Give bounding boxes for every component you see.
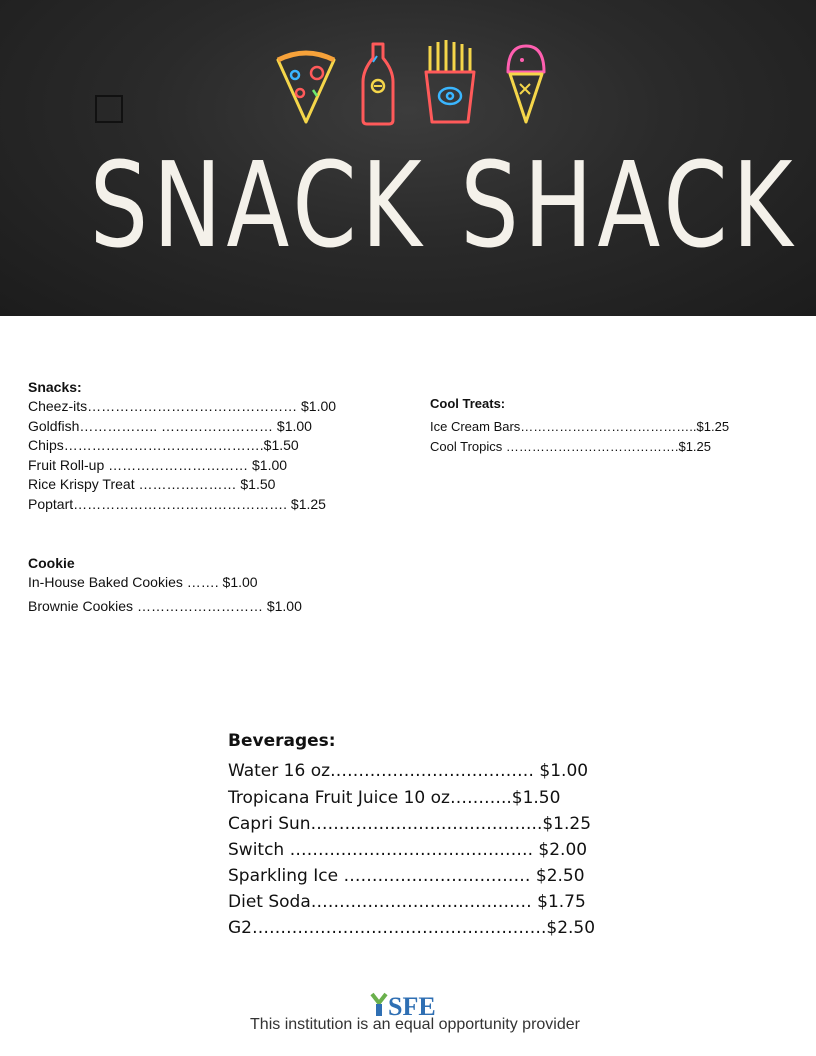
menu-item: Tropicana Fruit Juice 10 oz………..$1.50 [228, 788, 561, 808]
menu-item: Poptart………………………………………. $1.25 [28, 496, 326, 512]
menu-item: Water 16 oz……………………………… $1.00 [228, 761, 589, 781]
footer-disclaimer: This institution is an equal opportunity provider [250, 1016, 580, 1033]
sfe-logo-text: SFE [388, 992, 436, 1018]
french-fries-icon [422, 38, 478, 128]
header-banner [0, 0, 816, 316]
menu-item: Cool Tropics ………………………………….$1.25 [430, 439, 712, 454]
ice-cream-cone-icon [502, 38, 550, 128]
soda-bottle-icon [358, 38, 398, 128]
menu-item: Chips…………………………………….$1.50 [28, 437, 299, 453]
snacks-heading: Snacks: [28, 379, 82, 395]
menu-item: Capri Sun…………………………………..$1.25 [228, 814, 592, 834]
checkbox-square[interactable] [95, 95, 123, 123]
menu-item: Cheez-its……………………………………… $1.00 [28, 398, 337, 414]
menu-item: Fruit Roll-up ………………………… $1.00 [28, 457, 288, 473]
menu-item: Goldfish…………….. …………………… $1.00 [28, 418, 312, 434]
sfe-logo [370, 990, 460, 1018]
beverages-heading: Beverages: [228, 731, 336, 751]
pizza-slice-icon [270, 38, 342, 128]
menu-item: Rice Krispy Treat ………………… $1.50 [28, 476, 276, 492]
menu-item: Switch ……………………………………. $2.00 [228, 840, 588, 860]
menu-item: G2…………………………………………….$2.50 [228, 918, 596, 938]
menu-item: In-House Baked Cookies ……. $1.00 [28, 574, 258, 590]
snack-icons [270, 38, 570, 128]
cookie-heading: Cookie [28, 555, 75, 571]
menu-item: Brownie Cookies ……………………… $1.00 [28, 598, 302, 614]
menu-item: Ice Cream Bars…………………………………..$1.25 [430, 419, 730, 434]
menu-item: Sparkling Ice …………………………… $2.50 [228, 866, 585, 886]
cool-treats-heading: Cool Treats: [430, 396, 506, 411]
page-title: SNACK SHACK [89, 136, 798, 274]
menu-item: Diet Soda………………………………… $1.75 [228, 892, 586, 912]
